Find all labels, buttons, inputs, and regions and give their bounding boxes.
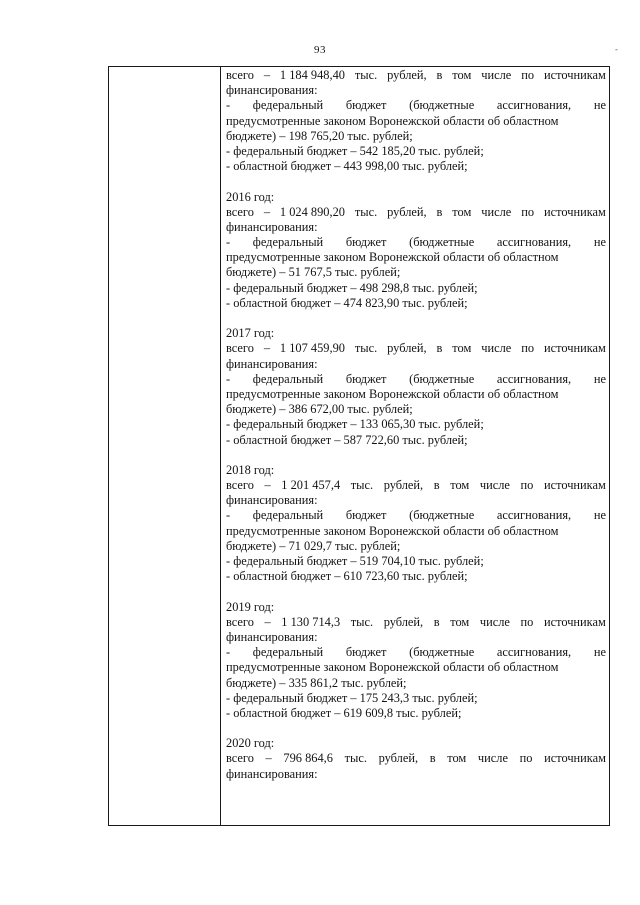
justified-text-line <box>226 478 606 493</box>
text-line: - федеральный бюджет – 519 704,10 тыс. рублей; <box>226 554 484 568</box>
funding-table <box>108 66 610 826</box>
word: по <box>521 68 535 82</box>
text-line: предусмотренные законом Воронежской области об областном <box>226 250 559 265</box>
word: не <box>593 371 606 386</box>
text-line: - областной бюджет – 610 723,60 тыс. рублей; <box>226 569 468 584</box>
word: (бюджетные <box>409 645 475 660</box>
word: - <box>226 645 231 660</box>
word: федеральный <box>252 508 324 523</box>
word: всего <box>226 341 254 356</box>
word: ассигнования, <box>496 371 572 386</box>
text-line: бюджете) – 335 861,2 тыс. рублей; <box>226 675 407 690</box>
text-line: финансирования: <box>226 83 318 98</box>
word: рублей, <box>383 614 424 629</box>
text-line: бюджете) – 386 672,00 тыс. рублей; <box>226 402 413 417</box>
word: числе <box>481 341 512 356</box>
word: рублей, <box>383 478 424 493</box>
word: источникам <box>543 341 606 356</box>
text-line: финансирования: <box>226 219 318 234</box>
text-line: предусмотренные законом Воронежской области об областном <box>226 523 559 538</box>
justified-text-line <box>226 68 606 83</box>
word: источникам <box>543 204 606 219</box>
blank-line <box>226 721 606 736</box>
word: не <box>593 98 606 113</box>
word: - <box>226 98 231 113</box>
word: тыс. <box>354 341 378 356</box>
word: числе <box>479 614 510 629</box>
table-right-cell <box>221 67 609 825</box>
word: ассигнования, <box>496 508 572 523</box>
word: том <box>452 68 472 82</box>
word: – <box>265 751 272 766</box>
word: всего <box>226 614 254 629</box>
word: том <box>452 341 472 356</box>
word: в <box>436 68 443 82</box>
word: всего <box>226 204 254 219</box>
word: рублей, <box>387 68 427 82</box>
word: в <box>433 478 440 493</box>
page-number: 93 <box>314 44 326 56</box>
text-line: предусмотренные законом Воронежской области об областном <box>226 660 559 675</box>
word: (бюджетные <box>409 371 475 386</box>
word: тыс. <box>354 68 378 82</box>
text-line: финансирования: <box>226 629 318 644</box>
text-line: предусмотренные законом Воронежской области об областном <box>226 113 559 128</box>
text-line: - федеральный бюджет – 133 065,30 тыс. рублей; <box>226 417 484 432</box>
word: по <box>520 614 534 629</box>
text-line: бюджете) – 198 765,20 тыс. рублей; <box>226 128 413 143</box>
word: в <box>436 204 443 219</box>
word: источникам <box>544 751 606 766</box>
word: всего <box>226 68 254 82</box>
word: ассигнования, <box>496 98 572 113</box>
justified-text-line <box>226 341 606 356</box>
word: числе <box>481 204 512 219</box>
justified-text-line <box>226 372 606 387</box>
text-line: - областной бюджет – 619 609,8 тыс. рублей; <box>226 705 462 720</box>
word: тыс. <box>350 478 374 493</box>
word: числе <box>477 751 508 766</box>
word: в <box>429 751 436 766</box>
text-line: бюджете) – 51 767,5 тыс. рублей; <box>226 265 401 280</box>
text-line: - областной бюджет – 443 998,00 тыс. рублей; <box>226 159 468 174</box>
justified-text-line <box>226 615 606 630</box>
word: числе <box>479 478 510 493</box>
year-heading: 2018 год: <box>226 462 275 477</box>
justified-text-line <box>226 751 606 766</box>
word: том <box>452 204 472 219</box>
word: источникам <box>543 614 606 629</box>
word: в <box>436 341 443 356</box>
blank-line <box>226 584 606 599</box>
year-heading: 2016 год: <box>226 189 275 204</box>
word: (бюджетные <box>409 235 475 250</box>
word: – <box>263 68 271 82</box>
word: тыс. <box>344 751 367 766</box>
text-line: - федеральный бюджет – 498 298,8 тыс. рублей; <box>226 280 478 295</box>
word: не <box>593 508 606 523</box>
word: федеральный <box>252 645 324 660</box>
word: бюджет <box>345 235 387 250</box>
word: бюджет <box>345 508 387 523</box>
word: всего <box>226 478 254 493</box>
word: бюджет <box>345 371 387 386</box>
year-heading: 2017 год: <box>226 326 275 341</box>
justified-text-line <box>226 205 606 220</box>
text-line: финансирования: <box>226 356 318 371</box>
text-line: финансирования: <box>226 766 318 781</box>
word: том <box>450 478 470 493</box>
text-line: финансирования: <box>226 493 318 508</box>
word: числе <box>481 68 512 82</box>
word: в <box>433 614 440 629</box>
word: - <box>226 235 231 250</box>
blank-line <box>226 311 606 326</box>
word: – <box>264 478 271 493</box>
word: – <box>263 341 271 356</box>
word: бюджет <box>345 645 387 660</box>
table-left-cell <box>109 67 221 825</box>
year-heading: 2020 год: <box>226 736 275 751</box>
word: рублей, <box>387 204 427 219</box>
text-line: - областной бюджет – 587 722,60 тыс. рублей; <box>226 432 468 447</box>
word: тыс. <box>354 204 378 219</box>
word: по <box>520 478 534 493</box>
blank-line <box>226 448 606 463</box>
text-line: - областной бюджет – 474 823,90 тыс. рублей; <box>226 295 468 310</box>
justified-text-line <box>226 98 606 113</box>
word: том <box>450 614 470 629</box>
text-line: предусмотренные законом Воронежской области об областном <box>226 386 559 401</box>
corner-mark: - <box>615 44 618 54</box>
word: ассигнования, <box>496 645 572 660</box>
word: источникам <box>543 68 606 82</box>
word: 1 201 457,4 <box>281 478 341 493</box>
word: всего <box>226 751 254 766</box>
word: 1 107 459,90 <box>279 341 345 356</box>
text-line: бюджете) – 71 029,7 тыс. рублей; <box>226 538 401 553</box>
word: – <box>264 614 271 629</box>
word: по <box>519 751 533 766</box>
word: (бюджетные <box>409 508 475 523</box>
justified-text-line <box>226 235 606 250</box>
word: федеральный <box>252 235 324 250</box>
word: федеральный <box>252 98 324 113</box>
word: источникам <box>543 478 606 493</box>
word: тыс. <box>350 614 374 629</box>
word: федеральный <box>252 371 324 386</box>
word: рублей, <box>387 341 427 356</box>
text-line: - федеральный бюджет – 542 185,20 тыс. рублей; <box>226 143 484 158</box>
justified-text-line <box>226 645 606 660</box>
word: - <box>226 371 231 386</box>
justified-text-line <box>226 508 606 523</box>
word: 1 024 890,20 <box>279 204 345 219</box>
word: - <box>226 508 231 523</box>
word: том <box>447 751 467 766</box>
word: по <box>521 204 535 219</box>
word: – <box>263 204 271 219</box>
text-line: - федеральный бюджет – 175 243,3 тыс. рублей; <box>226 690 478 705</box>
word: не <box>593 645 606 660</box>
word: не <box>593 235 606 250</box>
word: 1 184 948,40 <box>279 68 345 82</box>
word: по <box>521 341 535 356</box>
word: ассигнования, <box>496 235 572 250</box>
word: (бюджетные <box>409 98 475 113</box>
year-heading: 2019 год: <box>226 599 275 614</box>
word: 1 130 714,3 <box>281 614 341 629</box>
word: бюджет <box>345 98 387 113</box>
word: рублей, <box>378 751 419 766</box>
word: 796 864,6 <box>283 751 333 766</box>
blank-line <box>226 174 606 189</box>
